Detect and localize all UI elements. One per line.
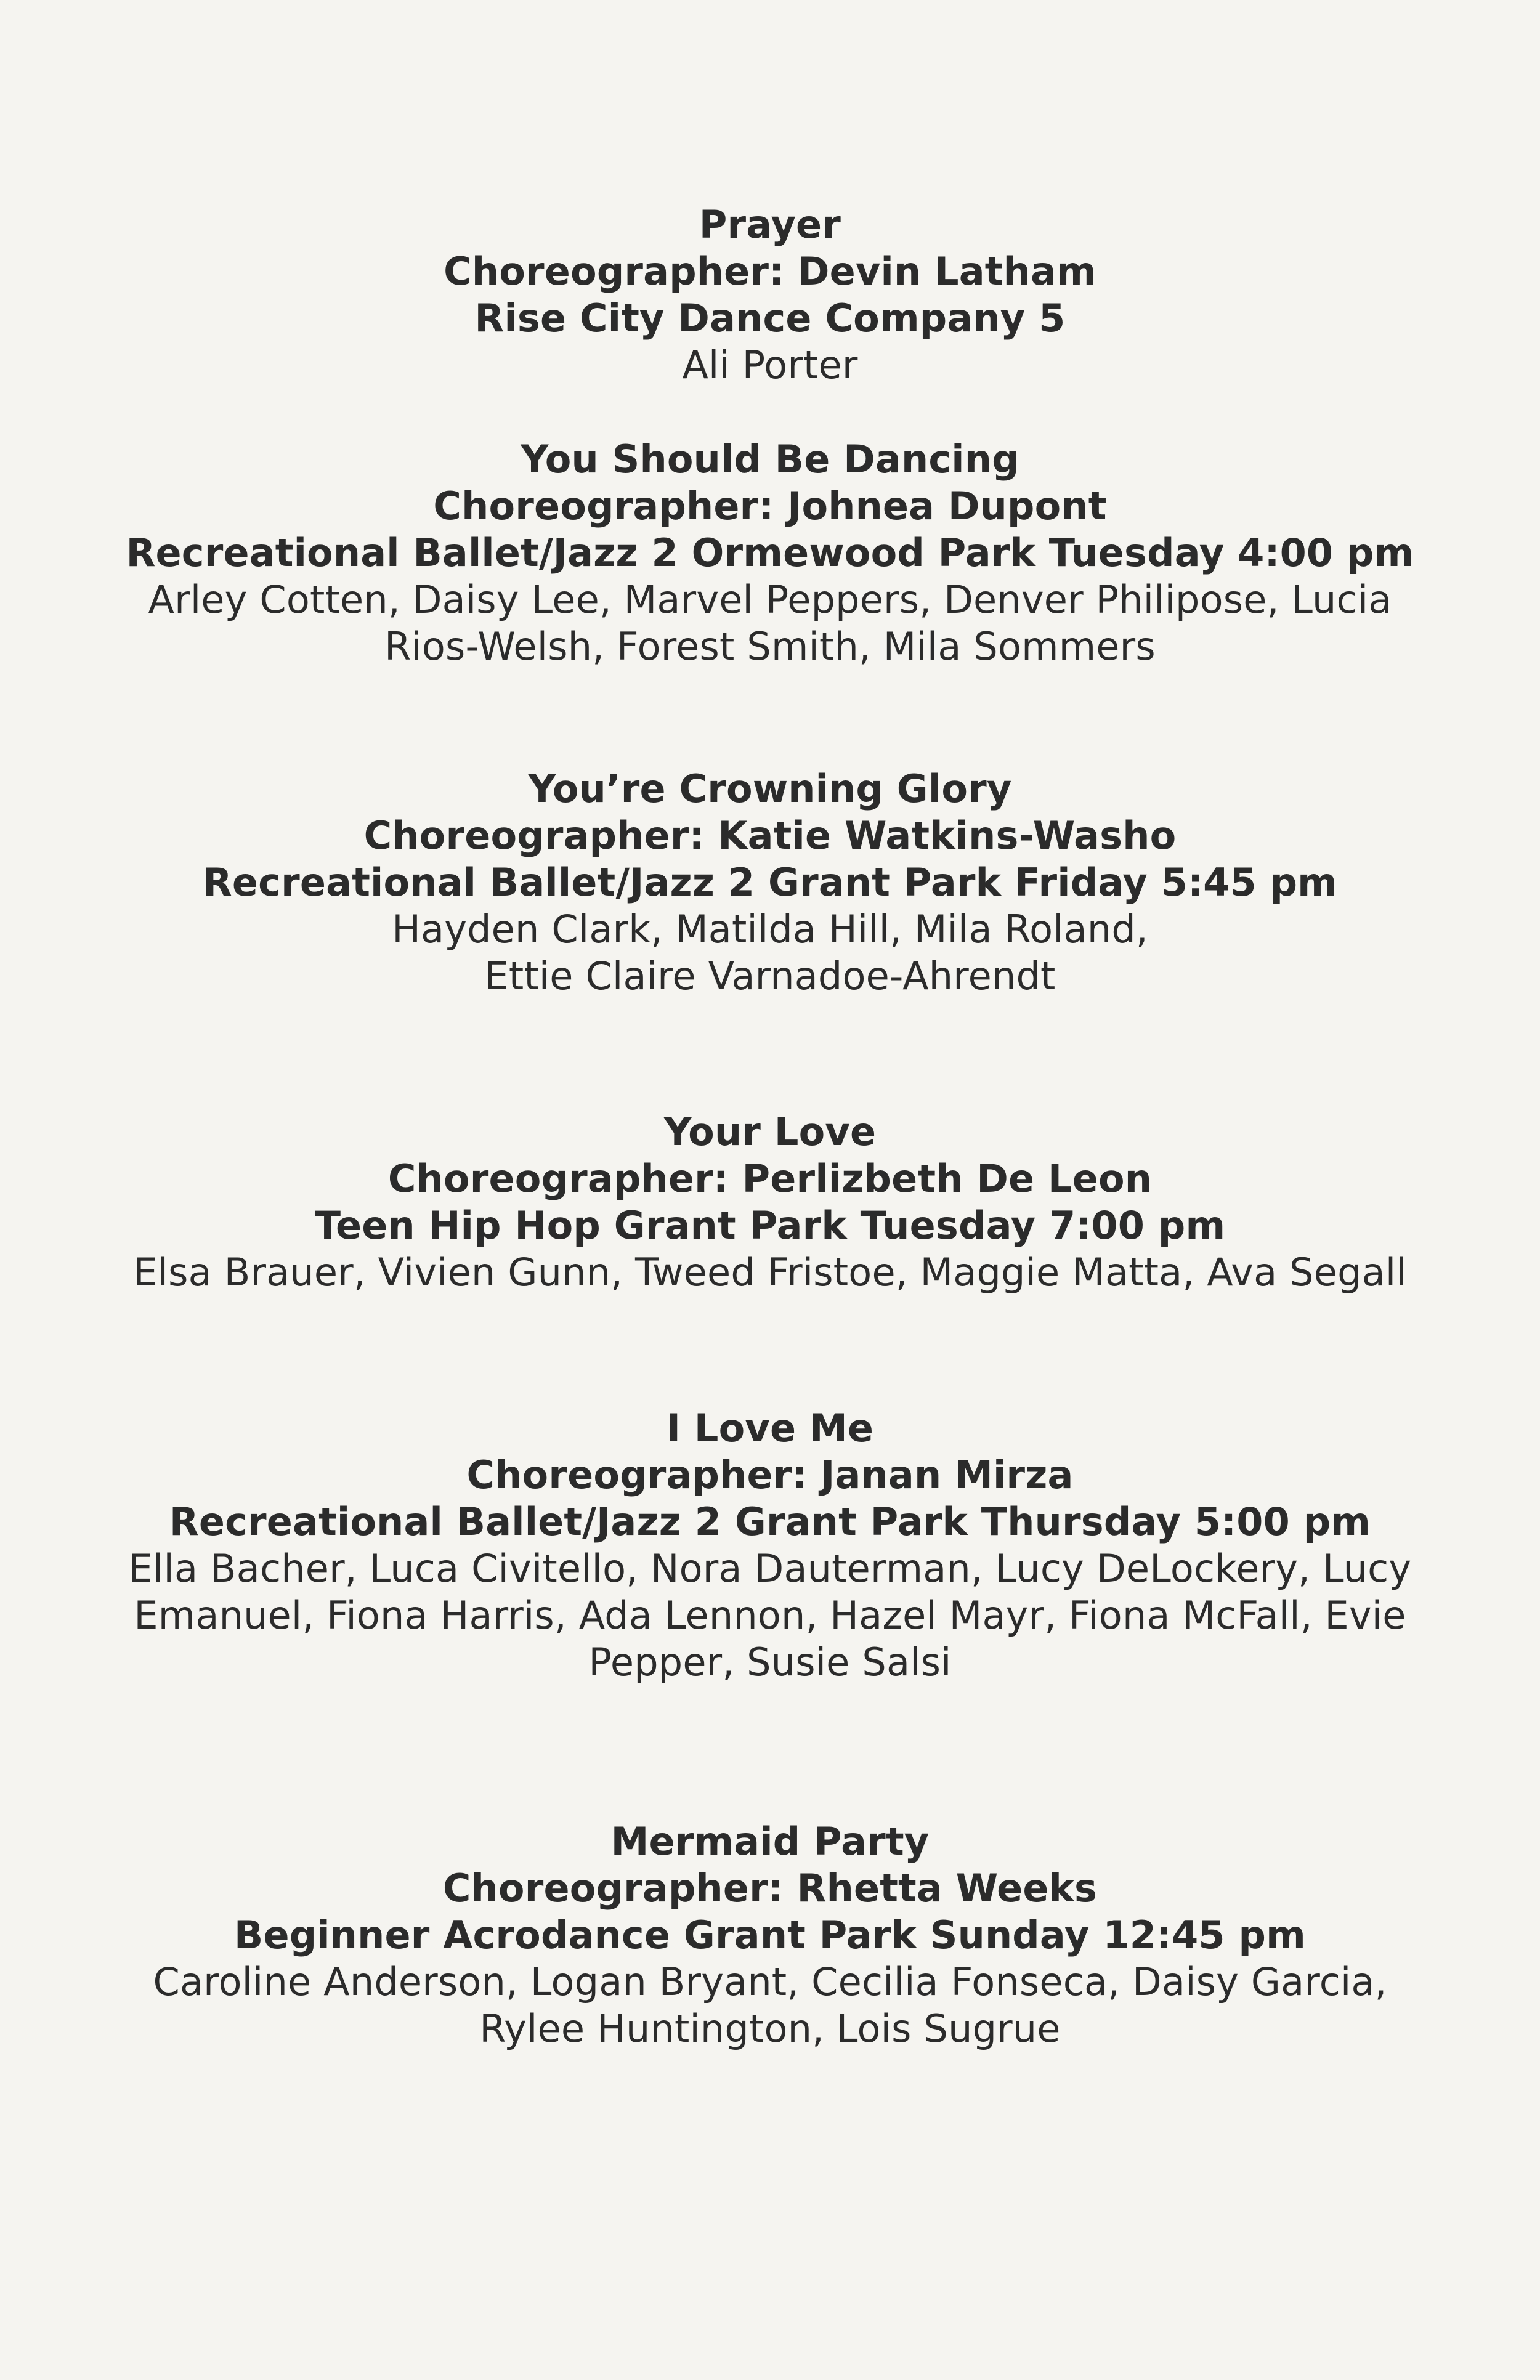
dancer-list-line: Caroline Anderson, Logan Bryant, Cecilia Fonseca, Daisy Garcia, <box>153 1959 1387 2004</box>
dancer-list-line: Elsa Brauer, Vivien Gunn, Tweed Fristoe, Maggie Matta, Ava Segall <box>133 1250 1407 1295</box>
program-entry <box>0 766 1540 1000</box>
piece-title: I Love Me <box>666 1406 874 1451</box>
choreographer-credit: Choreographer: Devin Latham <box>444 249 1096 294</box>
piece-title: You’re Crowning Glory <box>528 766 1012 811</box>
class-info: Recreational Ballet/Jazz 2 Ormewood Park Tuesday 4:00 pm <box>126 530 1414 575</box>
dancer-list-line: Ettie Claire Varnadoe-Ahrendt <box>484 953 1056 998</box>
class-info: Teen Hip Hop Grant Park Tuesday 7:00 pm <box>314 1203 1226 1248</box>
class-info: Beginner Acrodance Grant Park Sunday 12:45 pm <box>234 1912 1306 1957</box>
piece-title: Prayer <box>699 202 841 247</box>
dancer-list-line: Ali Porter <box>682 342 858 387</box>
class-info: Rise City Dance Company 5 <box>474 296 1066 341</box>
class-info: Recreational Ballet/Jazz 2 Grant Park Friday 5:45 pm <box>202 860 1337 905</box>
choreographer-credit: Choreographer: Katie Watkins-Washo <box>363 813 1177 858</box>
choreographer-credit: Choreographer: Perlizbeth De Leon <box>387 1156 1153 1201</box>
piece-title: Mermaid Party <box>610 1819 930 1864</box>
dancer-list-line: Arley Cotten, Daisy Lee, Marvel Peppers, Denver Philipose, Lucia <box>148 577 1392 622</box>
piece-title: You Should Be Dancing <box>521 437 1019 482</box>
dancer-list-line: Rios-Welsh, Forest Smith, Mila Sommers <box>384 624 1156 669</box>
dancer-list-line: Emanuel, Fiona Harris, Ada Lennon, Hazel Mayr, Fiona McFall, Evie <box>134 1593 1406 1638</box>
dancer-list-line: Rylee Huntington, Lois Sugrue <box>479 2006 1061 2051</box>
program-entry <box>0 201 1540 389</box>
choreographer-credit: Choreographer: Johnea Dupont <box>433 484 1107 528</box>
program-entry <box>0 1405 1540 1686</box>
program-entry <box>0 436 1540 670</box>
program-entry <box>0 1818 1540 2052</box>
class-info: Recreational Ballet/Jazz 2 Grant Park Thursday 5:00 pm <box>169 1499 1371 1544</box>
program-entry <box>0 1109 1540 1296</box>
piece-title: Your Love <box>663 1109 877 1154</box>
choreographer-credit: Choreographer: Rhetta Weeks <box>442 1866 1098 1911</box>
dancer-list-line: Hayden Clark, Matilda Hill, Mila Roland, <box>392 907 1148 952</box>
dancer-list-line: Pepper, Susie Salsi <box>588 1640 952 1685</box>
choreographer-credit: Choreographer: Janan Mirza <box>466 1452 1074 1497</box>
dancer-list-line: Ella Bacher, Luca Civitello, Nora Dauterman, Lucy DeLockery, Lucy <box>128 1546 1412 1591</box>
